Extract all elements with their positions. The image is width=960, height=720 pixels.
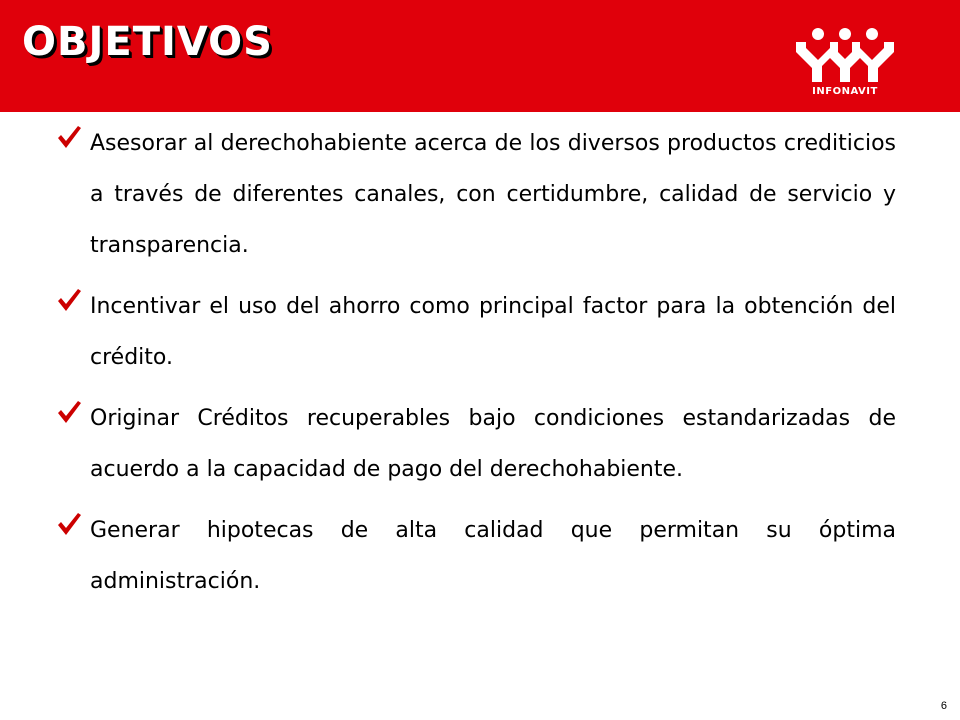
checkmark-icon bbox=[56, 287, 82, 313]
list-item bbox=[50, 505, 896, 607]
header-bar bbox=[0, 0, 960, 112]
list-item bbox=[50, 281, 896, 383]
checkmark-icon bbox=[56, 511, 82, 537]
page-number: 6 bbox=[940, 700, 947, 712]
list-item-text: Asesorar al derechohabiente acerca de los diversos productos crediticios a través de diferentes canales, con certidumbre, calidad de servicio y transparencia. bbox=[90, 131, 896, 258]
infonavit-logo-icon bbox=[790, 26, 900, 86]
slide-title: OBJETIVOS bbox=[22, 19, 273, 65]
logo-text: INFONAVIT bbox=[812, 86, 878, 97]
list-item-text: Generar hipotecas de alta calidad que permitan su óptima administración. bbox=[90, 518, 896, 594]
list-item bbox=[50, 118, 896, 271]
checkmark-icon bbox=[56, 124, 82, 150]
objectives-list bbox=[50, 118, 896, 617]
list-item-text: Originar Créditos recuperables bajo condiciones estandarizadas de acuerdo a la capacidad de pago del derechohabiente. bbox=[90, 406, 896, 482]
infonavit-logo bbox=[790, 26, 900, 100]
checkmark-icon bbox=[56, 399, 82, 425]
list-item bbox=[50, 393, 896, 495]
list-item-text: Incentivar el uso del ahorro como principal factor para la obtención del crédito. bbox=[90, 294, 896, 370]
